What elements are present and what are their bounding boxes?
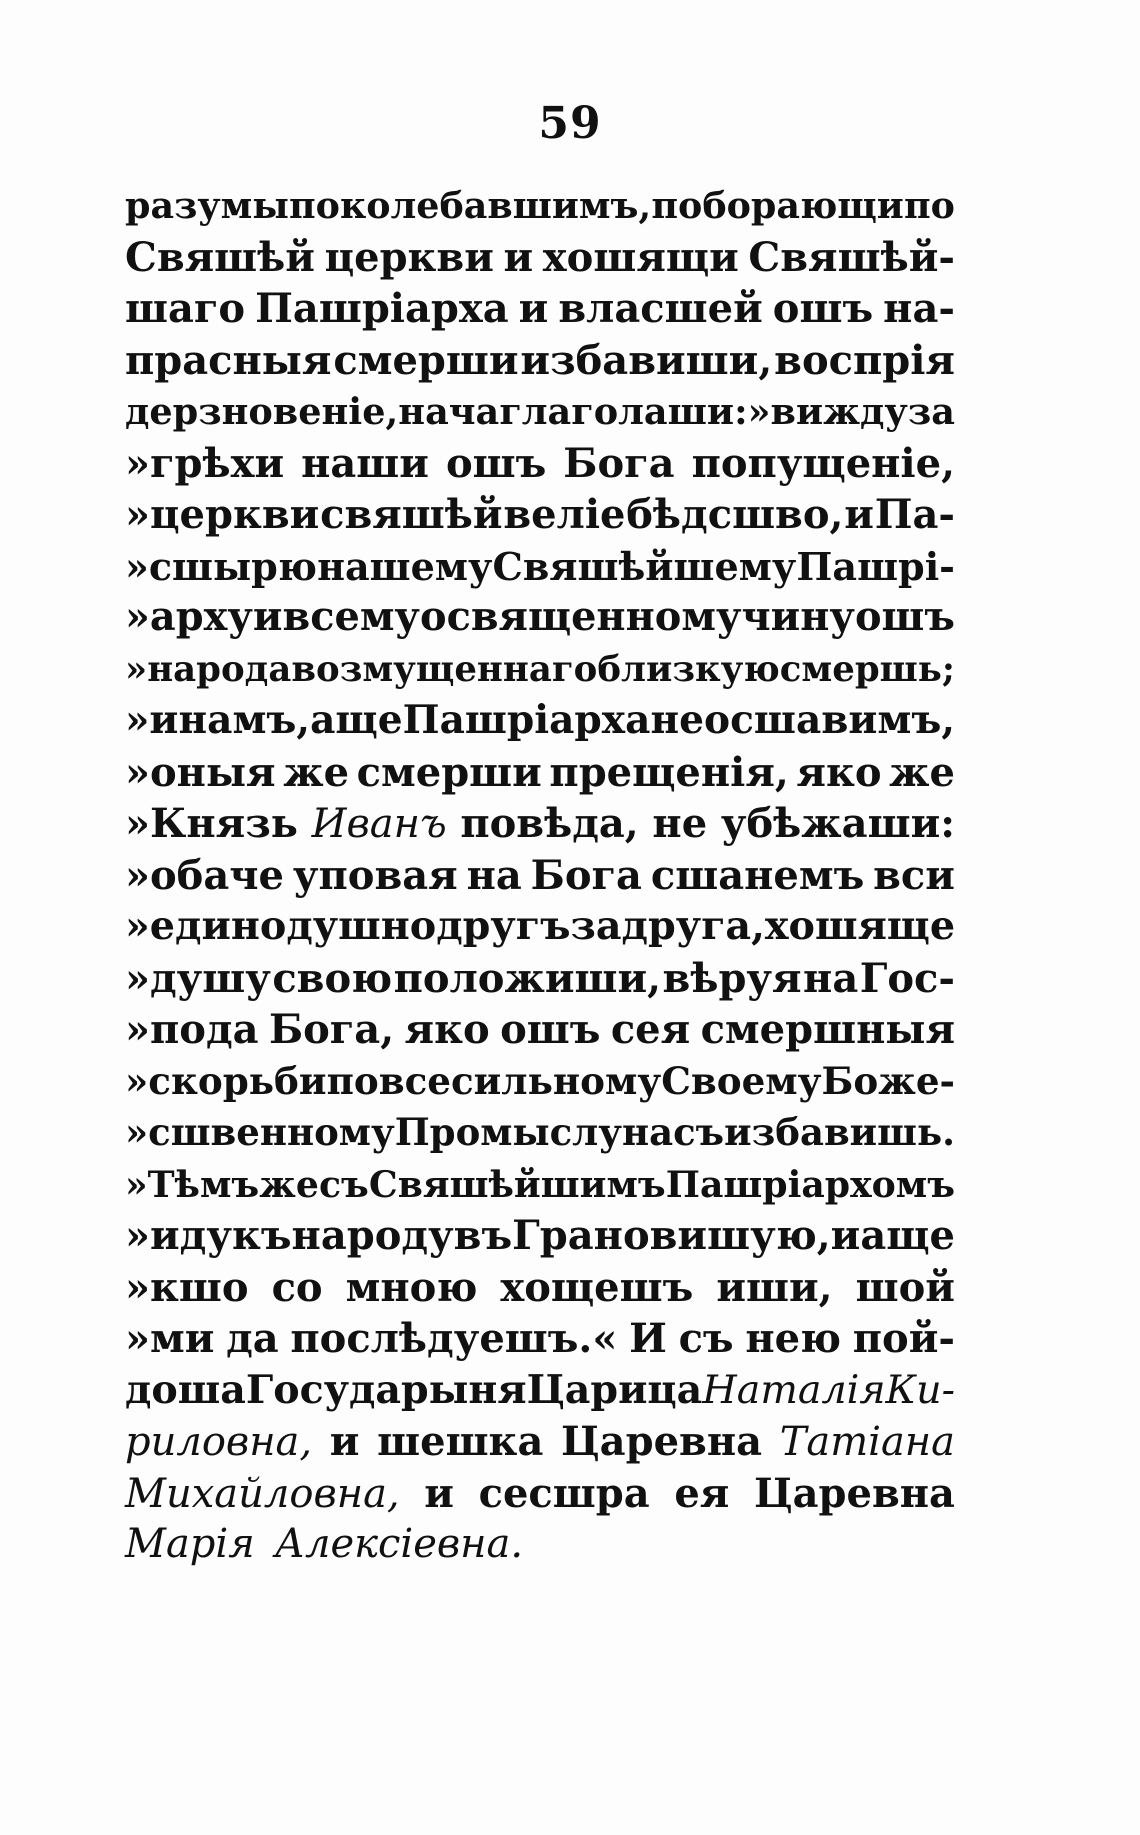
- text-line: [125, 747, 955, 799]
- word: церкви: [324, 233, 494, 281]
- word: Пашрі-: [796, 543, 955, 589]
- word: со: [271, 1263, 323, 1311]
- word: мною: [345, 1263, 478, 1311]
- word: за: [907, 390, 955, 433]
- word: нашему: [317, 543, 493, 589]
- word: же: [259, 1162, 319, 1206]
- word: Михайловна,: [125, 1470, 400, 1517]
- word: веліе: [503, 491, 626, 538]
- word: глаголаши:: [499, 390, 748, 433]
- word: поборающи: [651, 184, 904, 227]
- word: избавишь.: [724, 1110, 956, 1154]
- word: »обаче: [125, 851, 285, 899]
- word: смерши: [356, 748, 542, 796]
- word: Бога: [563, 439, 675, 487]
- word: Своему: [661, 1058, 822, 1103]
- word: съ: [318, 1162, 369, 1206]
- word: »сшвенному: [125, 1110, 395, 1154]
- word: Боже-: [821, 1058, 955, 1103]
- word: аще: [860, 1212, 955, 1259]
- text-line: [125, 335, 955, 387]
- word: на: [803, 954, 859, 1002]
- word: прасныя: [125, 336, 332, 384]
- word: же: [889, 748, 955, 796]
- word: Царевна: [561, 1418, 763, 1465]
- word: свою: [272, 954, 393, 1002]
- word: другъ: [436, 903, 571, 949]
- word: Пашріархомъ: [665, 1162, 955, 1206]
- word: Наталія: [702, 1366, 886, 1413]
- word: яко: [404, 1006, 490, 1053]
- text-line: [125, 953, 955, 1005]
- word: Царевна: [753, 1469, 955, 1517]
- word: смершь;: [779, 648, 955, 690]
- text-line: [125, 850, 955, 902]
- word: избавиши,: [520, 336, 773, 384]
- word: смершныя: [700, 1006, 955, 1053]
- word: »вижду: [747, 390, 908, 433]
- word: ошъ: [772, 285, 874, 332]
- word: сесшра: [478, 1469, 650, 1517]
- text-line: [125, 695, 955, 747]
- word: да: [226, 1315, 279, 1362]
- word: попущеніе,: [691, 439, 955, 487]
- text-line: [125, 1004, 955, 1056]
- word: Грановишую,: [512, 1212, 831, 1259]
- word: Свяшѣй-: [748, 233, 955, 281]
- text-line: [125, 1262, 955, 1314]
- word: и: [518, 285, 549, 332]
- word: »и: [125, 697, 179, 743]
- text-line: [125, 438, 955, 490]
- word: шаго: [125, 285, 246, 332]
- text-line: [125, 541, 955, 593]
- word: съ: [678, 1315, 734, 1362]
- word: вси: [873, 851, 955, 899]
- text-line: [125, 1365, 955, 1417]
- word: послѣдуешъ.«: [290, 1315, 618, 1362]
- word: бѣдсшво,: [626, 491, 844, 538]
- word: »иду: [125, 1212, 232, 1259]
- word: всесильному: [378, 1058, 662, 1103]
- word: Иванъ: [311, 801, 447, 847]
- word: »скорьби: [125, 1058, 327, 1103]
- word: хошящи: [542, 233, 739, 281]
- word: Марія: [125, 1521, 255, 1567]
- word: ошъ: [500, 1006, 601, 1053]
- word: и: [424, 1469, 454, 1517]
- text-line: [125, 283, 955, 335]
- word: же: [283, 748, 350, 796]
- word: вѣруя: [662, 954, 802, 1002]
- word: воспрія: [774, 336, 955, 384]
- word: намъ,: [178, 697, 311, 743]
- text-line: [125, 1519, 955, 1571]
- word: »душу: [125, 954, 271, 1002]
- text-line: [125, 1313, 955, 1365]
- word: »арху: [125, 594, 253, 640]
- word: Пашріарха: [255, 285, 509, 332]
- word: разумы: [125, 184, 289, 227]
- word: положиши,: [393, 954, 662, 1002]
- word: шешка: [377, 1418, 544, 1465]
- text-line: [125, 232, 955, 284]
- word: по: [903, 184, 955, 227]
- word: на: [466, 851, 522, 899]
- word: »оныя: [125, 748, 276, 796]
- word: »грѣхи: [125, 439, 285, 487]
- word: риловна,: [125, 1419, 313, 1465]
- word: Па-: [874, 491, 955, 538]
- word: Пашріарха: [402, 697, 651, 743]
- word: И: [629, 1315, 667, 1362]
- word: наши: [301, 439, 429, 487]
- word: насъ: [622, 1110, 725, 1154]
- word: Гос-: [859, 954, 955, 1002]
- word: Свяшѣйшему: [492, 543, 797, 589]
- word: смерши: [333, 336, 519, 384]
- text-line: [125, 798, 955, 850]
- text-line: [125, 592, 955, 644]
- text-line: [125, 489, 955, 541]
- body-text: [125, 180, 955, 1571]
- word: не: [650, 697, 704, 743]
- word: сшанемъ: [650, 851, 865, 899]
- text-line: [125, 1210, 955, 1262]
- word: чину: [741, 594, 855, 640]
- text-line: [125, 180, 955, 232]
- word: аще: [310, 697, 403, 743]
- word: сея: [610, 1006, 691, 1053]
- word: ея: [674, 1469, 730, 1517]
- word: »единодушно: [125, 903, 437, 949]
- word: осшавимъ,: [704, 697, 955, 743]
- word: Свяшѣйшимъ: [368, 1162, 666, 1206]
- word: Государыня: [245, 1366, 527, 1413]
- word: повѣда,: [460, 800, 639, 847]
- word: пой-: [852, 1315, 955, 1362]
- word: въ: [453, 1212, 513, 1259]
- word: »сшырю: [125, 543, 317, 589]
- word: всему: [282, 594, 420, 640]
- word: убѣжаши:: [720, 800, 955, 847]
- word: Татіана: [779, 1419, 955, 1465]
- word: »пода: [125, 1006, 259, 1053]
- word: »церкви: [125, 491, 320, 538]
- word: яко: [796, 748, 882, 796]
- word: и: [252, 594, 283, 640]
- word: шой: [855, 1263, 955, 1311]
- word: къ: [231, 1212, 292, 1259]
- word: и: [503, 233, 534, 281]
- word: народу: [291, 1212, 454, 1259]
- word: за: [570, 903, 622, 949]
- word: хошяще: [764, 903, 956, 949]
- word: свяшѣй: [320, 491, 503, 538]
- word: Бога: [530, 851, 642, 899]
- word: »кшо: [125, 1263, 249, 1311]
- word: и: [844, 491, 874, 538]
- word: власшей: [558, 285, 763, 332]
- word: Бога,: [268, 1006, 395, 1053]
- word: по: [326, 1058, 379, 1103]
- word: хощешъ: [500, 1263, 694, 1311]
- word: доша: [125, 1366, 246, 1413]
- word: друга,: [621, 903, 765, 949]
- word: не: [652, 800, 708, 847]
- word: »Тѣмъ: [125, 1162, 260, 1206]
- word: »Князь: [125, 800, 298, 847]
- text-line: [125, 1056, 955, 1108]
- text-line: [125, 1159, 955, 1211]
- word: Промыслу: [394, 1110, 622, 1154]
- page-number: 59: [538, 98, 602, 149]
- word: уповая: [292, 851, 458, 899]
- word: ошъ: [854, 594, 955, 640]
- word: и: [830, 1212, 861, 1259]
- word: »ми: [125, 1315, 215, 1362]
- word: Царица: [526, 1366, 703, 1413]
- text-line: [125, 1107, 955, 1159]
- text-line: [125, 1468, 955, 1520]
- text-line: [125, 644, 955, 696]
- word: поколебавшимъ,: [289, 184, 652, 227]
- word: близкую: [597, 648, 780, 690]
- word: освященному: [420, 594, 742, 640]
- word: нею: [745, 1315, 842, 1362]
- text-line: [125, 1416, 955, 1468]
- word: нача: [398, 390, 500, 433]
- word: Ки-: [885, 1366, 955, 1413]
- text-line: [125, 386, 955, 438]
- word: на-: [883, 285, 955, 332]
- word: дерзновеніе,: [125, 390, 399, 433]
- word: ошъ: [445, 439, 547, 487]
- word: иши,: [716, 1263, 833, 1311]
- text-line: [125, 901, 955, 953]
- word: и: [329, 1418, 360, 1465]
- word: прещенія,: [549, 748, 789, 796]
- word: Свяшѣй: [125, 233, 315, 281]
- word: »народа: [125, 648, 292, 690]
- word: Алексіевна.: [274, 1521, 524, 1567]
- word: возмущеннаго: [291, 648, 598, 690]
